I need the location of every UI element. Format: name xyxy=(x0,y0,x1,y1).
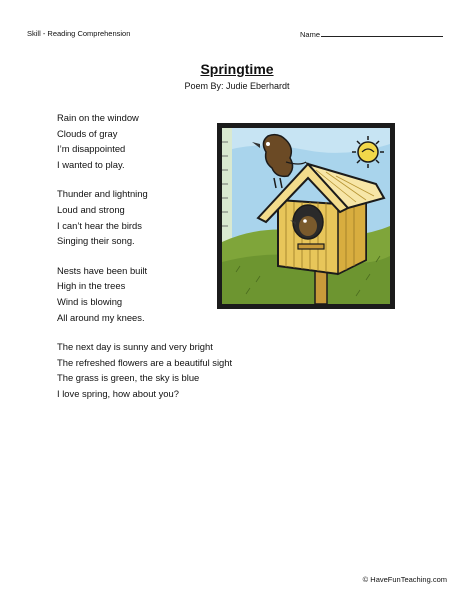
poem-line: Rain on the window xyxy=(57,112,139,123)
poem-line: Singing their song. xyxy=(57,235,135,247)
poem-line: I’m disappointed xyxy=(57,143,126,155)
poem-line: All around my knees. xyxy=(57,311,145,323)
poem-line: I can’t hear the birds xyxy=(57,219,142,231)
name-label: Name xyxy=(300,30,321,39)
poem-title: Springtime xyxy=(200,61,274,77)
poem-body xyxy=(57,110,232,416)
poem-line: I wanted to play. xyxy=(57,158,125,170)
skill-label: Skill - Reading Comprehension xyxy=(27,29,131,38)
name-blank-line[interactable] xyxy=(321,29,443,37)
name-field xyxy=(300,29,443,39)
birdhouse-illustration xyxy=(216,122,396,310)
stanza-1 xyxy=(57,110,232,172)
poem-line: Clouds of gray xyxy=(57,127,118,139)
poem-line: High in the trees xyxy=(57,280,126,292)
stanza-2 xyxy=(57,186,232,248)
poem-line: Wind is blowing xyxy=(57,295,123,307)
poem-line: Loud and strong xyxy=(57,203,125,215)
stanza-4 xyxy=(57,339,232,401)
poem-line: I love spring, how about you? xyxy=(57,387,179,399)
poem-byline: Poem By: Judie Eberhardt xyxy=(184,81,290,91)
copyright-footer: © HaveFunTeaching.com xyxy=(362,575,447,584)
poem-line: The next day is sunny and very bright xyxy=(57,341,213,353)
poem-line: Nests have been built xyxy=(57,264,148,276)
poem-line: The refreshed flowers are a beautiful sight xyxy=(57,356,233,368)
stanza-3 xyxy=(57,263,232,325)
poem-line: The grass is green, the sky is blue xyxy=(57,372,200,384)
poem-line: Thunder and lightning xyxy=(57,188,148,200)
